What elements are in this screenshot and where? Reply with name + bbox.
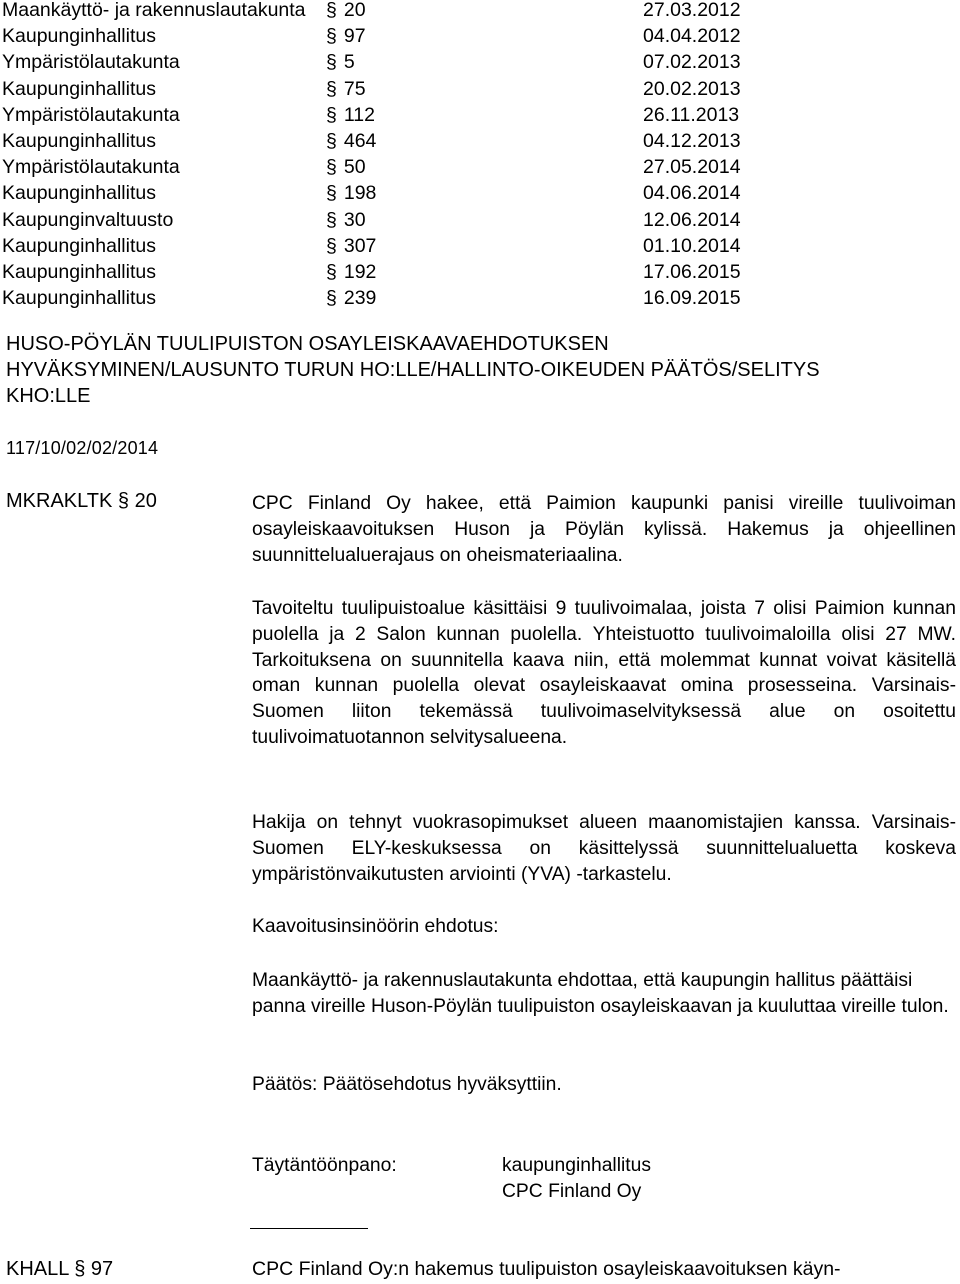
history-number: 20 — [343, 0, 366, 21]
section-sign: § — [326, 25, 337, 48]
history-body: Maankäyttö- ja rakennuslautakunta — [2, 0, 306, 21]
section-sign: § — [326, 77, 337, 100]
history-body: Kaupunginhallitus — [2, 25, 156, 48]
history-date: 04.04.2012 — [643, 25, 741, 48]
history-row — [2, 76, 762, 102]
history-date: 01.10.2014 — [643, 234, 741, 257]
history-number: 97 — [343, 25, 366, 48]
section-sign: § — [326, 260, 337, 283]
history-row — [2, 0, 762, 23]
title-line: HUSO-PÖYLÄN TUULIPUISTON OSAYLEISKAAVAEHDOTUKSEN — [6, 333, 609, 355]
history-date: 04.12.2013 — [643, 129, 741, 152]
section-sign: § — [326, 182, 337, 205]
history-row — [2, 285, 762, 311]
history-row — [2, 233, 762, 259]
history-row — [2, 259, 762, 285]
section-sign: § — [326, 156, 337, 179]
history-number: 75 — [343, 77, 366, 100]
history-number: 239 — [343, 287, 377, 310]
section-sign: § — [326, 0, 337, 21]
paragraph-target-area: Tavoiteltu tuulipuistoalue käsittäisi 9 tuulivoimalaa, joista 7 olisi Paimion kunnan puolella ja 2 Salon kunnan puolella. Yhteistuotto tuulivoimaloilla olisi 27 MW. Tarkoituksena on suunnitella kaava niin, että molemmat kunnat voivat käsitellä oman kunnan puolella olevat osayleiskaavat omina prosesseina. Varsinais-Suomen liiton tekemässä tuulivoimaselvityksessä alue on osoitettu tuulivoimatuotannon selvitysalueena. — [252, 598, 956, 748]
history-row — [2, 102, 762, 128]
history-body: Kaupunginvaltuusto — [2, 208, 174, 231]
history-number: 30 — [343, 208, 366, 231]
history-date: 27.03.2012 — [643, 0, 741, 21]
history-body: Kaupunginhallitus — [2, 182, 156, 205]
history-row — [2, 128, 762, 154]
item-number: 20 — [134, 490, 157, 512]
history-number: 198 — [343, 182, 377, 205]
item-body: MKRAKLTK — [6, 490, 113, 512]
recipient: kaupunginhallitus — [502, 1155, 652, 1176]
history-number: 192 — [343, 260, 377, 283]
history-row — [2, 180, 762, 206]
decision-text: Päätös: Päätösehdotus hyväksyttiin. — [252, 1074, 562, 1095]
history-table — [2, 0, 762, 311]
section-sign: § — [117, 490, 130, 512]
section-sign: § — [74, 1258, 86, 1280]
history-row — [2, 154, 762, 180]
execution-label: Täytäntöönpano: — [252, 1155, 397, 1176]
history-date: 04.06.2014 — [643, 182, 741, 205]
history-body: Ympäristölautakunta — [2, 156, 180, 179]
history-date: 07.02.2013 — [643, 51, 741, 74]
paragraph-proposal: Maankäyttö- ja rakennuslautakunta ehdottaa, että kaupungin hallitus päättäisi panna vireille Huson-Pöylän tuulipuiston osayleiskaavan ja kuuluttaa vireille tulon. — [252, 970, 949, 1017]
history-number: 464 — [343, 129, 377, 152]
next-item-reference — [6, 1258, 113, 1281]
history-row — [2, 49, 762, 75]
history-body: Kaupunginhallitus — [2, 77, 156, 100]
execution-recipients — [502, 1153, 651, 1205]
next-item-text: CPC Finland Oy:n hakemus tuulipuiston osayleiskaavoituksen käyn- — [252, 1258, 841, 1280]
section-sign: § — [326, 234, 337, 257]
history-body: Kaupunginhallitus — [2, 234, 156, 257]
history-date: 17.06.2015 — [643, 260, 741, 283]
history-number: 5 — [343, 51, 355, 74]
history-row — [2, 207, 762, 233]
section-sign: § — [326, 287, 337, 310]
history-body: Ympäristölautakunta — [2, 103, 180, 126]
section-sign: § — [326, 51, 337, 74]
paragraph-leases: Hakija on tehnyt vuokrasopimukset alueen maanomistajien kanssa. Varsinais-Suomen ELY-keskuksessa on käsittelyssä suunnittelualuetta koskeva ympäristönvaikutusten arviointi (YVA) -tarkastelu. — [252, 812, 956, 885]
history-body: Kaupunginhallitus — [2, 287, 156, 310]
history-body: Kaupunginhallitus — [2, 260, 156, 283]
document-id: 117/10/02/02/2014 — [6, 438, 159, 458]
item-reference — [6, 490, 157, 513]
history-date: 27.05.2014 — [643, 156, 741, 179]
history-body: Kaupunginhallitus — [2, 129, 156, 152]
history-number: 50 — [343, 156, 366, 179]
paragraph-application: CPC Finland Oy hakee, että Paimion kaupunki panisi vireille tuulivoiman osayleiskaavoituksen Huson ja Pöylän kylissä. Hakemus ja ohjeellinen suunnittelualuerajaus on oheismateriaalina. — [252, 493, 956, 566]
next-item-number: 97 — [90, 1258, 114, 1280]
divider — [250, 1228, 368, 1229]
matter-title — [6, 331, 956, 409]
proposal-heading: Kaavoitusinsinöörin ehdotus: — [252, 916, 499, 937]
section-sign: § — [326, 208, 337, 231]
section-sign: § — [326, 103, 337, 126]
section-sign: § — [326, 129, 337, 152]
history-body: Ympäristölautakunta — [2, 51, 180, 74]
history-number: 112 — [343, 103, 375, 126]
next-item-body: KHALL — [6, 1258, 69, 1280]
history-date: 16.09.2015 — [643, 287, 741, 310]
title-line: HYVÄKSYMINEN/LAUSUNTO TURUN HO:LLE/HALLINTO-OIKEUDEN PÄÄTÖS/SELITYS — [6, 359, 820, 381]
history-row — [2, 23, 762, 49]
history-date: 12.06.2014 — [643, 208, 741, 231]
history-date: 26.11.2013 — [643, 103, 740, 126]
recipient: CPC Finland Oy — [502, 1181, 642, 1202]
title-line: KHO:LLE — [6, 385, 91, 407]
history-number: 307 — [343, 234, 377, 257]
history-date: 20.02.2013 — [643, 77, 741, 100]
